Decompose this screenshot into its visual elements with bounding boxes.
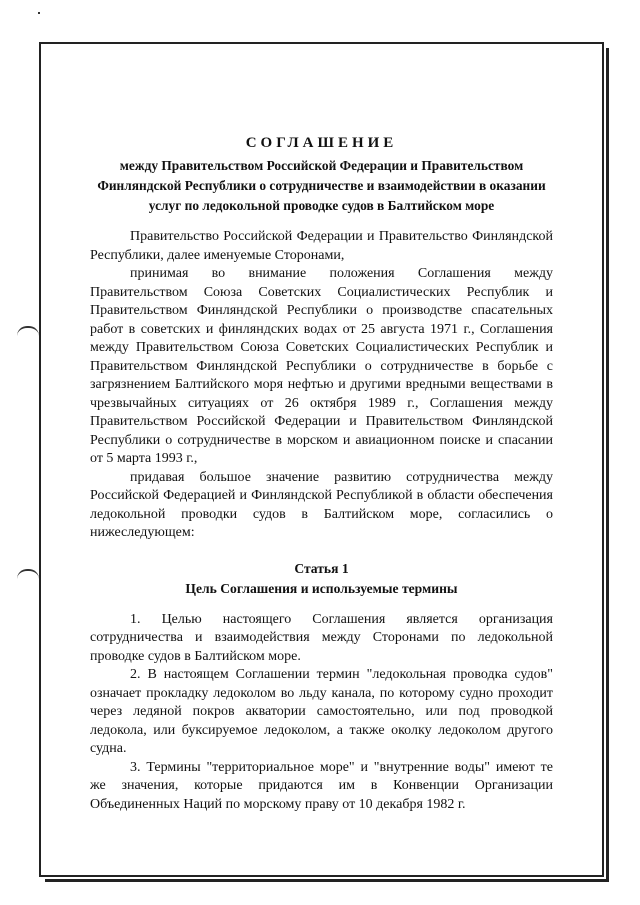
article-number: Статья 1 bbox=[294, 560, 349, 576]
article-header bbox=[90, 559, 553, 599]
article-paragraph: 1. Целью настоящего Соглашения является организация сотрудничества и взаимодействия между Сторонами по ледокольной проводке судов в Балтийском море. bbox=[90, 611, 553, 664]
document-subtitle: между Правительством Российской Федерации и Правительством Финляндской Республики о сотрудничестве и взаимодействии в оказании услуг по ледокольной проводке судов в Балтийском море bbox=[97, 158, 546, 213]
binding-mark bbox=[17, 326, 39, 336]
preamble-paragraph: Правительство Российской Федерации и Правительство Финляндской Республики, далее именуемые Сторонами, bbox=[90, 229, 553, 263]
scan-artifact-dot bbox=[38, 12, 40, 14]
document-title: СОГЛАШЕНИЕ bbox=[245, 135, 398, 151]
document-body bbox=[90, 135, 553, 814]
preamble-paragraph: придавая большое значение развитию сотрудничества между Российской Федерацией и Финляндской Республикой в области обеспечения ледокольной проводки судов в Балтийском море, согласились о нижеследующем: bbox=[90, 469, 553, 540]
article-heading: Цель Соглашения и используемые термины bbox=[185, 580, 458, 596]
binding-mark bbox=[17, 569, 39, 579]
article-paragraph: 2. В настоящем Соглашении термин "ледокольная проводка судов" означает прокладку ледоколом во льду канала, по которому судно проходит через ледяной покров акватории самостоятельно, или под проводкой ледокола, или буксируемое ледоколом, а также околку ледоколом другого судна. bbox=[90, 667, 553, 756]
preamble-paragraph: принимая во внимание положения Соглашения между Правительством Союза Советских Социалистических Республик и Правительством Финляндской Республики о производстве спасательных работ в советских и финляндских водах от 25 августа 1971 г., Соглашения между Правительством Союза Советских Социалистических Республик и Правительством Финляндской Республики о сотрудничестве в борьбе с загрязнением Балтийского моря нефтью и другими вредными веществами в чрезвычайных ситуациях от 26 октября 1989 г., Соглашения между Правительством Российской Федерации и Правительством Финляндской Республики о сотрудничестве в морском и авиационном поиске и спасании от 5 марта 1993 г., bbox=[90, 266, 553, 466]
article-paragraph: 3. Термины "территориальное море" и "внутренние воды" имеют те же значения, которые придаются им в Конвенции Организации Объединенных Наций по морскому праву от 10 декабря 1982 г. bbox=[90, 759, 553, 812]
